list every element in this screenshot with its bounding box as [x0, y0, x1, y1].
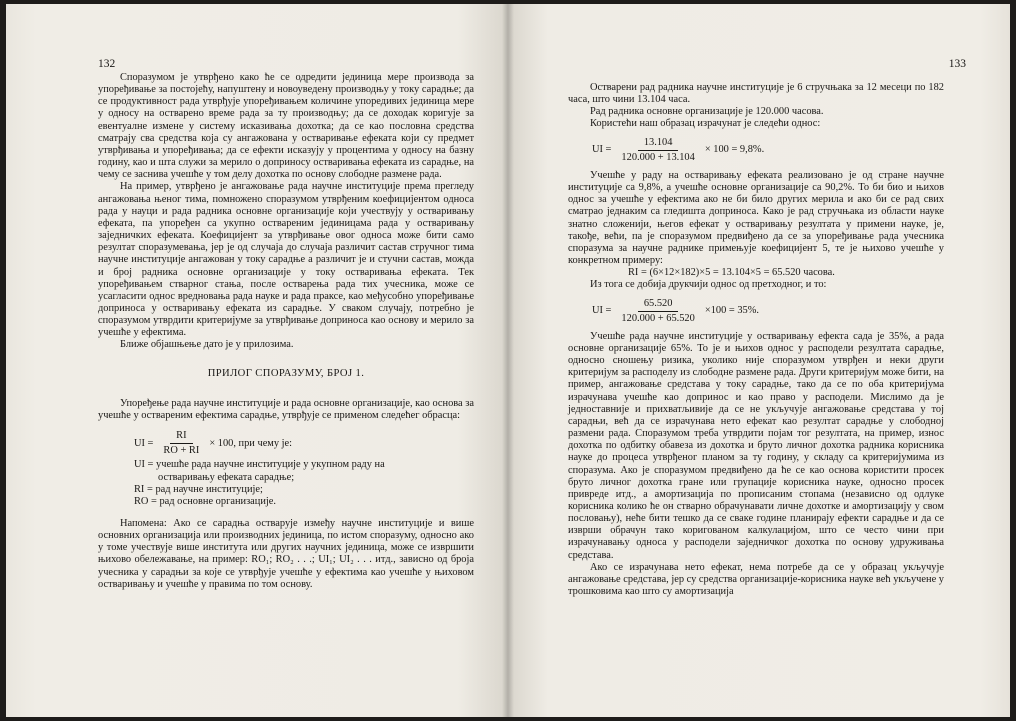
- gutter-shadow: [502, 4, 514, 717]
- text-column: [568, 82, 944, 598]
- formula: [568, 137, 944, 164]
- fraction-denominator: RO + RI: [163, 445, 200, 457]
- paragraph: Споразумом је утврђено како ће се одредити јединица мере производа за упоређивање за постојећу, напуштену и новоуведену производњу у току сарадње; да се продуктивност рада утврђује упоређивањем количине упоредивих јединица мере у односу на остварено време рада за ту производњу; да се доходак коригује за евентуалне измене у систему исказивања дохотка; да се као пословна средства сматрају сва средства која су ангажована у остваривање ефеката који су предмет утврђивања и упоређивања; да се ефекти исказују у процентима у односу на базну годину, као и шта служи за мерило о доприносу остваривања ефеката из сарадње, на чему се заснива учешће у том делу дохотка по основу слободне размене рада.: [98, 72, 474, 181]
- paragraph: Учешће рада научне институције у остваривању ефекта сада је 35%, а рада основне организације 65%. То је и њихов однос у расподели резултата сарадње, односно сношењу ризика, уколико није споразумом утврђен и неки други критеријум за расподелу из слободне размене рада. Други критеријум може бити, на пример, ангажовање средстава у току сарадње, тако да се по оба критеријума израчунава учешће као допринос и као право у расподели. Мислимо да је једноставније и прихватљивије да се не укључује ангажовање средстава у тој сарадњи, већ да се израчунава нето ефекат као резултат сарадње у слободној размени рада. Споразумом треба утврдити појам тог резултата, на пример, износ дохотка по одбитку обавеза из дохотка и бруто личног дохотка радника корисника науке до процеса утврђеног планом за ту годину, у складу са критеријумима из споразума. Ако је споразумом предвиђено да ће се као основа користити просек бруто личног дохотка гране или групације корисника науке, односно просек привреде итд., а амортизација по прописаним стопама (независно од одлуке корисника колико ће он стварно обрачунавати личне дохотке и амортизацију у свом пословању), неће бити тешко да се сваке године планирају ефекти сарадње и да се изврши обрачун тако коригованом калкулацијом, што се често чини при израчунавању односа у расподели заједничког дохотка по основу удруживања средстава.: [568, 330, 944, 561]
- calculation: RI = (6×12×182)×5 = 13.104×5 = 65.520 часова.: [628, 267, 835, 279]
- formula-lhs: UI =: [134, 437, 154, 449]
- formula-lhs: UI =: [592, 144, 612, 156]
- book-spread: [6, 4, 1010, 717]
- formula-lhs: UI =: [592, 305, 612, 317]
- paragraph: Остварени рад радника научне институције је 6 стручњака за 12 месеци по 182 часа, што чини 13.104 часа.: [568, 82, 944, 106]
- definition: RI = рад научне институције;: [134, 483, 263, 495]
- left-page: [6, 4, 508, 717]
- formula: [568, 298, 944, 325]
- fraction-denominator: 120.000 + 13.104: [621, 151, 695, 163]
- fraction-numerator: 13.104: [638, 137, 679, 151]
- paragraph: Упоређење рада научне институције и рада основне организације, као основа за учешће у оствареним ефектима сарадње, утврђује се применом следећег обрасца:: [98, 397, 474, 421]
- fraction-numerator: RI: [170, 430, 192, 444]
- paragraph: Користећи наш образац израчунат је следећи однос:: [590, 118, 821, 130]
- page-number: 132: [98, 58, 116, 70]
- page-number: 133: [948, 58, 966, 70]
- section-heading: ПРИЛОГ СПОРАЗУМУ, БРОЈ 1.: [207, 367, 365, 379]
- text-column: [98, 72, 474, 591]
- fraction: [615, 137, 700, 164]
- fraction: [615, 298, 700, 325]
- definition: RO = рад основне организације.: [134, 495, 276, 507]
- definition-continued: остваривању ефеката сарадње;: [158, 471, 295, 483]
- fraction-numerator: 65.520: [638, 298, 679, 312]
- formula-rhs: ×100 = 35%.: [704, 305, 759, 317]
- definitions: [134, 459, 474, 508]
- paragraph: Учешће у раду на остваривању ефеката реализовано је од стране научне институције са 9,8%, а учешће основне организације са 90,2%. То би био и њихов однос за учешће у ефектима ако не би било других мерила и ако би се рад свих сматрао једнаким са гледишта доприноса. Како је рад стручњака из области науке знатно сложенији, његов ефекат у остваривању резултата у примени науке, је, такође, већи, па је споразумом предвиђено да се за упоређивање рада учесника споразума за научне раднике примењује коефицијент 5, те је њихово учешће у конкретном примеру:: [568, 169, 944, 267]
- paragraph: Ако се израчунава нето ефекат, нема потребе да се у образац укључује ангажовање средстава, јер су средства организације-корисника науке већ укључене у трошковима као што су амортизација: [568, 561, 944, 598]
- paragraph: Рад радника основне организације је 120.000 часова.: [590, 106, 824, 118]
- formula: [98, 430, 474, 457]
- fraction: [157, 430, 205, 457]
- paragraph: Из тога се добија друкчији однос од претходног, и то:: [590, 279, 827, 291]
- note-paragraph: Напомена: Ако се сарадња остварује између научне институције и више основних организација или производних јединица, по истом споразуму, односно ако у томе учествује више институтa или других научних јединица, може се извршити њихово обележавање, на пример: RO₁; RO₂ . . .; UI₁; UI₂ . . . итд., зависно од броја учесника у сарадњи за које се утврђује учешће у ефектима као учешће у њиховом остваривању и учешће у правима по том основу.: [98, 518, 474, 590]
- definition: UI = учешће рада научне институције у укупном раду на: [134, 459, 385, 471]
- paragraph: Ближе објашњење дато је у прилозима.: [120, 339, 294, 351]
- fraction-denominator: 120.000 + 65.520: [621, 312, 695, 324]
- paragraph: На пример, утврђено је ангажовање рада научне институције према прегледу ангажовања њеног тима, помножено споразумом утврђеним коефицијентом односа рада у науци и рада радника основне организације који учествују у остваривању ефеката, па упоређен са укупно оствареним јединицама рада у остваривању заједничких ефеката. Коефицијент за утврђивање овог односа може бити само резултат споразумевања, јер је од случаја до случаја различит састав стручног тима научне институције ангажован у току сарадње а различит је и стучни састав, можда и број радника основне организације у току остваривања ефеката. Тек упоређивањем стварног стања, после остварења рада тих учесника, може се усагласити однос вредновања рада науке и рада праксе, као међусобно упоређивање доприноса у остваривању ефеката из сарадње. У сваком случају, потребно је споразумом утврдити критеријуме за утврђивање доприноса као основу и мерило за учешће у ефектима.: [98, 181, 474, 339]
- formula-rhs: × 100 = 9,8%.: [704, 144, 765, 156]
- formula-rhs: × 100, при чему је:: [209, 437, 293, 449]
- right-page: [508, 4, 1010, 717]
